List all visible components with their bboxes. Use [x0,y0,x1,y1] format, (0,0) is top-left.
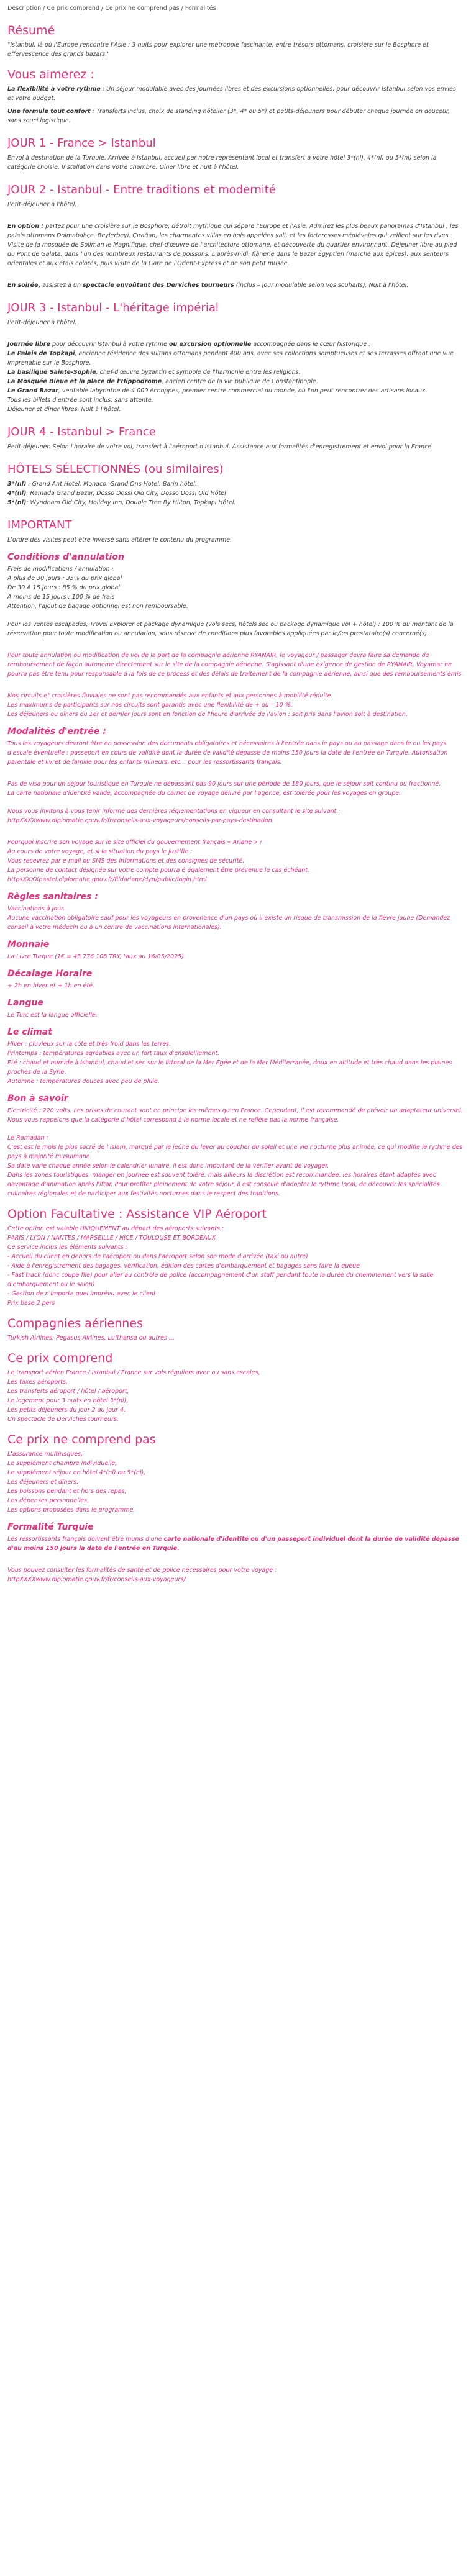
day3-topkapi [7,349,464,368]
ramadan-line: Sa date varie chaque année selon le calendrier lunaire, il est donc important de la vérifier avant de voyager. [7,1163,329,1169]
excludes-item: Le supplément chambre individuelle, [7,1460,117,1467]
hotels-4star-text: : Ramada Grand Bazar, Dosso Dossi Old City, Dosso Dossi Old Hôtel [26,490,226,497]
excludes-item: Le supplément séjour en hôtel 4*(nl) ou 5*(nl), [7,1469,146,1476]
ariane-line: Au cours de votre voyage, et si la situation du pays le justifie : [7,848,193,855]
cancellation-mobility: Nos circuits et croisières fluviales ne sont pas recommandés aux enfants et aux personnes à mobilité réduite. [7,692,333,699]
entry-heading: Modalités d'entrée : [7,727,106,737]
language-text: Le Turc est la langue officielle. [7,1012,98,1018]
sanitary-line: Vaccinations à jour. [7,905,65,912]
formality-consult: Vous pouvez consulter les formalités de santé et de police nécessaires pour votre voyage : [7,1567,277,1574]
day2-option-text: partez pour une croisière sur le Bosphore, détroit mythique qui sépare l'Europe et l'Asie. Admirez les plus beaux panoramas d'Istanbul : les palais ottomans Dolmabahçe, Beylerbeyi, Çırağan, les charmantes villas en bois appelées yali, et les forteresses médiévales qui veillent sur les rives. Visite de la mosquée de Soliman le Magnifique, chef-d'œuvre de l'architecture ottomane, et découverte du quartier environnant. Déjeuner libre au pied du Pont de Galata, dans l'un des nombreux restaurants de poissons. L'après-midi, flânerie dans le Bazar Égyptien (marché aux épices), aux senteurs orientales et aux étals colorés, puis visite de la Gare de l'Orient-Express et de son petit musée. [7,223,459,267]
cancellation-ryanair: Pour toute annulation ou modification de vol de la part de la compagnie aérienne RYANAIR, le voyageur / passager devra faire sa demande de remboursement de façon autonome directement sur le site de la compagnie aérienne. S'agissant d'une exigence de gestion de RYANAIR, Voyamar ne pourra pas être tenu pour responsable à la fois de ce process et des délais de traitement de la compagnie aérienne, ainsi que des remboursements émis. [7,652,464,678]
ramadan-heading: Le Ramadan : [7,1135,48,1141]
formality-text [7,1535,464,1553]
hotels-4star-head: 4*(nl) [7,490,27,497]
day3-sophia-head: La basilique Sainte-Sophie [7,369,96,376]
highlight-comfort [7,107,464,125]
day3-grand-bazar-text: , véritable labyrinthe de 4 000 échoppes, premier centre commercial du monde, où l'on peut rencontrer des artisans locaux. [58,388,428,394]
day4-heading: JOUR 4 - Istanbul > France [7,425,156,438]
day3-grand-bazar-head: Le Grand Bazar [7,388,58,394]
cancellation-meals: Les déjeuners ou dîners du 1er et dernier jours sont en fonction de l'heure d'arrivée de l'avion : soit pris dans l'avion soit à destination. [7,711,408,718]
timezone-text: + 2h en hiver et + 1h en été. [7,982,94,989]
hotels-5star [7,498,464,507]
cancellation-line: A moins de 15 jours : 100 % de frais [7,594,115,601]
sanitary-heading: Règles sanitaires : [7,892,98,902]
includes-item: Les transferts aéroport / hôtel / aéroport, [7,1388,129,1395]
day3-topkapi-head: Le Palais de Topkapi [7,350,75,357]
vip-line: Ce service inclus les éléments suivants : [7,1244,127,1251]
vip-line: Prix base 2 pers [7,1300,55,1307]
cancellation-line: De 30 A 15 jours : 85 % du prix global [7,584,120,591]
tab-bar [7,4,464,14]
highlight-flexibility [7,84,464,103]
language-heading: Langue [7,998,43,1008]
climate-line: Automne : températures douces avec peu de pluie. [7,1078,160,1085]
day2-option-head: En option : [7,223,44,230]
hotels-5star-head: 5*(nl) [7,499,27,506]
day3-grand-bazar [7,386,464,396]
day2-evening [7,281,464,290]
vip-line: PARIS / LYON / NANTES / MARSEILLE / NICE / TOULOUSE ET BORDEAUX [7,1235,216,1241]
timezone-heading: Décalage Horaire [7,969,93,979]
vip-line: - Fast track (donc coupe file) pour aller au contrôle de police (accompagnement d'un staff pendant toute la durée du cheminement vers la salle d'embarquement ou le salon) [7,1272,434,1288]
includes-item: Un spectacle de Derviches tourneurs. [7,1416,119,1423]
day2-breakfast: Petit-déjeuner à l'hôtel. [7,201,77,208]
hotels-4star [7,489,464,498]
ariane-question: Pourquoi inscrire son voyage sur le site officiel du gouvernement français « Ariane » ? [7,839,263,846]
entry-visa: Pas de visa pour un séjour touristique en Turquie ne dépassant pas 90 jours sur une période de 180 jours, que le séjour soit continu ou fractionné. [7,781,441,787]
excludes-item: L'assurance multirisques, [7,1451,83,1458]
day3-heading: JOUR 3 - Istanbul - L'héritage impérial [7,301,219,314]
day3-intro [7,340,464,349]
hotels-3star [7,479,464,489]
hotels-5star-text: : Wyndham Old City, Holiday Inn, Double Tree By Hilton, Topkapi Hôtel. [26,499,236,506]
excludes-item: Les dépenses personnelles, [7,1497,89,1504]
important-text: L'ordre des visites peut être inversé sans altérer le contenu du programme. [7,537,232,543]
currency-heading: Monnaie [7,940,50,950]
day3-intro-bold2: ou excursion optionnelle [168,341,252,348]
sanitary-line: Aucune vaccination obligatoire sauf pour les voyageurs en provenance d'un pays où il existe un risque de transmission de la fièvre jaune (Demandez conseil à votre médecin ou à un centre de vaccinations internationales). [7,915,450,931]
resume-heading: Résumé [7,24,55,37]
hotels-heading: HÔTELS SÉLECTIONNÉS (ou similaires) [7,463,224,476]
day3-intro-bold1: Journée libre [7,341,50,348]
day3-blue-mosque-text: , ancien centre de la vie publique de Constantinople. [162,378,318,385]
entry-regulations: Nous vous invitons à vous tenir informé des dernières réglementations en vigueur en consultant le site suivant : httpXXXXwww.diplomatie.gouv.fr/fr/conseils-aux-voyageurs/conseils-par-pays-destination [7,808,341,824]
entry-documents: Tous les voyageurs devront être en possession des documents obligatoires et nécessaires à l'entrée dans le pays ou au passage dans le ou les pays d'escale éventuelle : passeport en cours de validité dont la durée de validité dépasse de moins 150 jours la date de l'entrée en Turquie. Autorisation parentale et livret de famille pour les enfants mineurs, etc... pour les ressortissants français. [7,740,448,766]
good-to-know-heading: Bon à savoir [7,1094,68,1104]
resume-text: "Istanbul, là où l'Europe rencontre l'Asie : 3 nuits pour explorer une métropole fascinante, entre trésors ottomans, croisière sur le Bosphore et effervescence des grands bazars." [7,42,429,58]
includes-item: Le transport aérien France / Istanbul / France sur vols réguliers avec ou sans escales, [7,1369,260,1376]
cancellation-line: Attention, l'ajout de bagage optionnel est non remboursable. [7,603,188,610]
cancellation-line: A plus de 30 jours : 35% du prix global [7,575,122,582]
tab-separator: / [179,5,185,12]
tab-includes[interactable]: Ce prix comprend [47,5,99,12]
day1-text: Envol à destination de la Turquie. Arrivée à Istanbul, accueil par notre représentant local et transfert à votre hôtel 3*(nl), 4*(nl) ou 5*(nl) selon la catégorie choisie. Installation dans votre chambre. Dîner libre et nuit à l'hôtel. [7,155,437,171]
day3-blue-mosque [7,377,464,386]
vip-line: - Aide à l'enregistrement des bagages, vérification, édition des cartes d'embarquement et bagages sans faire la queue [7,1263,360,1269]
day3-intro-text2: accompagnée dans le cœur historique : [251,341,371,348]
vip-line: - Accueil du client en dehors de l'aéroport ou dans l'aéroport selon son mode d'arrivée (taxi ou autre) [7,1253,308,1260]
excludes-item: Les déjeuners et dîners, [7,1479,79,1485]
day3-intro-text1: pour découvrir Istanbul à votre rythme [50,341,169,348]
day3-sophia [7,368,464,377]
formality-text-bold: carte nationale d'identité ou d'un passeport individuel dont la durée de validité dépasse d'au moins 150 jours la date de l'entrée en Turquie. [7,1536,459,1552]
airlines-text: Turkish Airlines, Pegasus Airlines, Lufthansa ou autres ... [7,1335,175,1341]
vip-line: Cette option est valable UNIQUEMENT au départ des aéroports suivants : [7,1225,224,1232]
cancellation-line: Frais de modifications / annulation : [7,566,114,573]
ariane-line: La personne de contact désignée sur votre compte pourra é également être prévenue le cas échéant. [7,867,309,874]
entry-id-card: La carte nationale d'identité valide, accompagnée du carnet de voyage délivré par l'agence, est tolérée pour les voyages en groupe. [7,790,401,797]
day2-evening-bold: spectacle envoûtant des Derviches tourneurs [83,282,234,289]
vip-line: - Gestion de n'importe quel imprévu avec le client [7,1290,156,1297]
important-heading: IMPORTANT [7,519,72,532]
highlight-comfort-head: Une formule tout confort [7,108,91,115]
tab-separator: / [99,5,106,12]
formality-heading: Formalité Turquie [7,1522,94,1532]
day1-heading: JOUR 1 - France > Istanbul [7,137,156,150]
highlight-flexibility-text: : Un séjour modulable avec des journées libres et des excursions optionnelles, pour découvrir Istanbul selon vos envies et votre budget. [7,86,456,102]
hotels-3star-head: 3*(nl) [7,481,27,488]
excludes-item: Les options proposées dans le programme. [7,1507,135,1513]
highlight-flexibility-head: La flexibilité à votre rythme [7,86,101,93]
cancellation-heading: Conditions d'annulation [7,552,124,562]
hotel-category-note: Nous vous rappelons que la catégorie d'hôtel correspond à la norme locale et ne reflète pas la norme française. [7,1117,339,1123]
excludes-heading: Ce prix ne comprend pas [7,1433,156,1446]
highlights-heading: Vous aimerez : [7,68,94,81]
day3-topkapi-text: , ancienne résidence des sultans ottomans pendant 400 ans, avec ses collections somptueuses et ses terrasses offrant une vue imprenable sur le Bosphore. [7,350,454,366]
currency-text: La Livre Turque (1€ = 43 776 108 TRY, taux au 16/05/2025) [7,953,184,960]
includes-item: Les taxes aéroports, [7,1379,68,1386]
day3-blue-mosque-head: La Mosquée Bleue et la place de l'Hippodrome [7,378,162,385]
climate-heading: Le climat [7,1027,52,1037]
excludes-item: Les boissons pendant et hors des repas, [7,1488,127,1495]
formality-link[interactable]: httpXXXXwww.diplomatie.gouv.fr/fr/conseils-aux-voyageurs/ [7,1576,186,1583]
day3-tickets: Tous les billets d'entrée sont inclus, sans attente. [7,397,153,404]
ariane-line: Vous recevrez par e-mail ou SMS des informations et des consignes de sécurité. [7,858,245,864]
hotels-3star-text: : Grand Ant Hotel, Monaco, Grand Ons Hotel, Barin hôtel. [26,481,197,488]
cancellation-dynamic-package: Pour les ventes escapades, Travel Explorer et package dynamique (vols secs, hôtels sec ou package dynamique vol + hôtel) : 100 % du montant de la réservation pour toute modification ou annulation, sous réserve de conditions plus favorables appliquées par le/les prestataire(s) concerné(s). [7,621,454,637]
cancellation-participants: Les maximums de participants sur nos circuits sont garantis avec une flexibilité de + ou – 10 %. [7,702,293,709]
ramadan-line: Dans les zones touristiques, manger en journée est souvent toléré, mais ailleurs la discrétion est recommandée, les horaires étant adaptés avec davantage d'animation après l'iftar. Pour profiter pleinement de votre séjour, il est conseillé d'adopter le rythme local, de découvrir les spécialités culinaires régionales et de participer aux festivités nocturnes dans le respect des traditions. [7,1172,440,1197]
tab-separator: / [41,5,47,12]
tab-description[interactable]: Description [7,5,42,12]
includes-heading: Ce prix comprend [7,1351,113,1365]
vip-heading: Option Facultative : Assistance VIP Aéroport [7,1207,267,1221]
ramadan-line: C'est est le mois le plus sacré de l'islam, marqué par le jeûne du lever au coucher du soleil et une vie nocturne plus animée, ce qui modifie le rythme des pays à majorité musulmane. [7,1144,463,1160]
climate-line: Eté : chaud et humide à Istanbul, chaud et sec sur le littoral de la Mer Égée et de la Mer Méditerranée, doux en altitude et très chaud dans les plaines proches de la Syrie. [7,1059,452,1076]
ariane-link[interactable]: httpsXXXXpastel.diplomatie.gouv.fr/fildariane/dyn/public/login.html [7,876,207,883]
day2-heading: JOUR 2 - Istanbul - Entre traditions et modernité [7,183,276,196]
airlines-heading: Compagnies aériennes [7,1317,143,1330]
day4-text: Petit-déjeuner. Selon l'horaire de votre vol, transfert à l'aéroport d'Istanbul. Assistance aux formalités d'enregistrement et envol pour la France. [7,443,434,450]
tab-excludes[interactable]: Ce prix ne comprend pas [105,5,180,12]
electricity-text: Electricité : 220 volts. Les prises de courant sont en principe les mêmes qu'en France. Cependant, il est recommandé de prévoir un adaptateur universel. [7,1107,463,1114]
includes-item: Le logement pour 3 nuits en hôtel 3*(nl), [7,1397,129,1404]
day2-evening-head: En soirée, [7,282,41,289]
climate-line: Hiver : pluvieux sur la côte et très froid dans les terres. [7,1041,171,1048]
day2-evening-end: (inclus – jour modulable selon vos souhaits). Nuit à l'hôtel. [234,282,409,289]
day2-evening-mid: assistez à un [40,282,83,289]
formality-text-start: Les ressortissants français doivent être munis d'une [7,1536,164,1543]
day3-breakfast: Petit-déjeuner à l'hôtel. [7,319,77,326]
highlight-comfort-text: : Transferts inclus, choix de standing hôtelier (3*, 4* ou 5*) et petits-déjeuners pour débuter chaque journée en douceur, sans souci logistique. [7,108,450,124]
climate-line: Printemps : températures agréables avec un fort taux d'ensoleillement. [7,1050,220,1057]
day3-dinner: Déjeuner et dîner libres. Nuit à l'hôtel. [7,406,121,413]
day3-sophia-text: , chef-d'œuvre byzantin et symbole de l'harmonie entre les religions. [96,369,301,376]
includes-item: Les petits déjeuners du jour 2 au jour 4, [7,1407,126,1413]
day2-option [7,222,464,268]
tab-formalities[interactable]: Formalités [185,5,216,12]
